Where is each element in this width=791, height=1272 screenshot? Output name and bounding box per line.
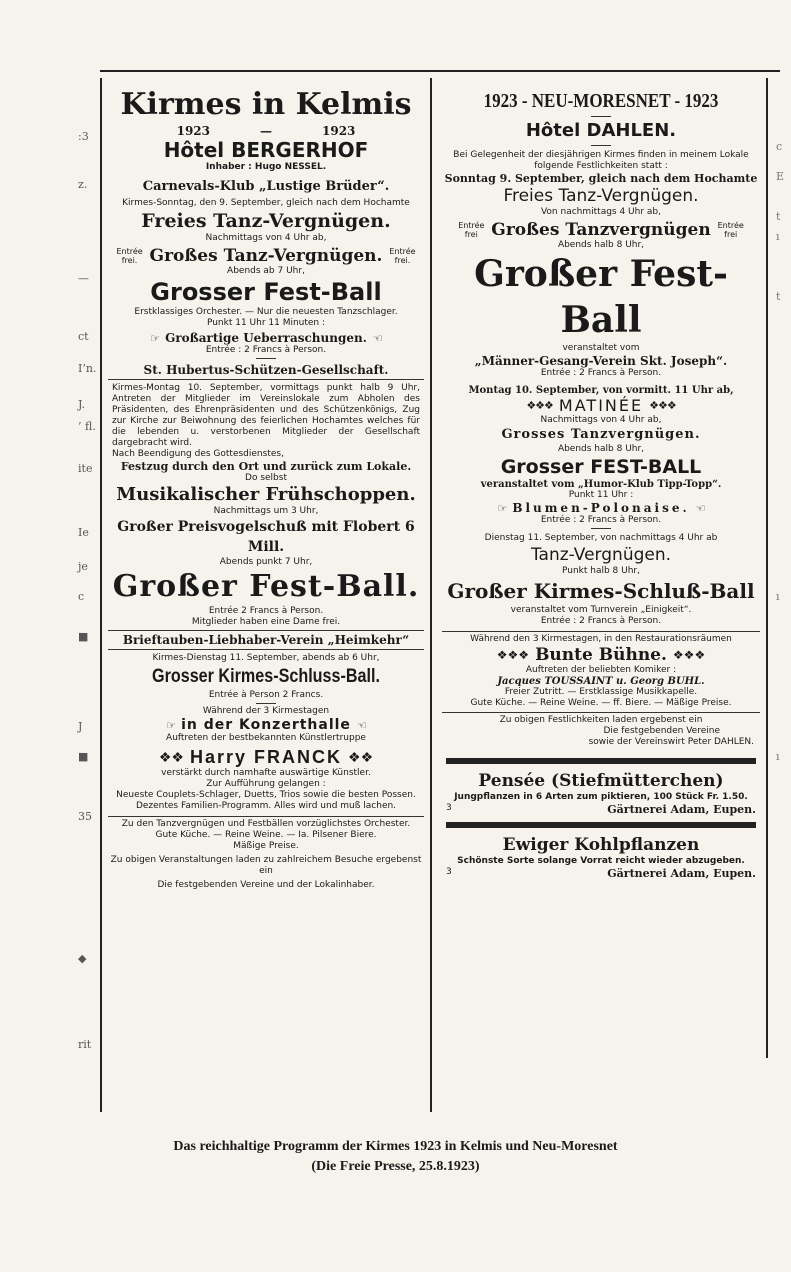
hand-ornament-right: ☜ — [372, 331, 382, 345]
hand-ornament-left: ☞ — [150, 331, 160, 345]
humor-club: veranstaltet vom „Humor-Klub Tipp-Topp“. — [480, 479, 722, 490]
entree-line: Entrée : 2 Francs à Person. — [540, 368, 662, 378]
hosts-line: Die festgebenden Vereine und der Lokalinhaber. — [157, 880, 375, 890]
divider — [442, 631, 760, 632]
margin-fragment: ı — [776, 750, 780, 763]
members-line: Mitglieder haben eine Dame frei. — [191, 617, 341, 627]
neu-moresnet-header: 1923 - NEU-MORESNET - 1923 — [483, 90, 719, 112]
entree-price: Entrée : 2 Francs à Person. — [205, 345, 327, 355]
entree3: Entrée : 2 Francs à Person. — [540, 616, 662, 626]
kohl-number: 3 — [446, 867, 452, 877]
monday-paragraph: Kirmes-Montag 10. September, vormittags punkt halb 9 Uhr, Antreten der Mitglieder im Vereinslokale zum Abholen des Präsidenten, des Ehrenpräsidenten und des Schützenkönigs, Zug zur Kirche zur Beiwohnung des feierlichen Hochamtes welches für die lebenden u. verstorbenen Mitglieder der Gesellschaft dargebracht wird. — [112, 383, 420, 448]
pensee-number: 3 — [446, 803, 452, 813]
divider — [591, 145, 611, 146]
kelmis-advertisement — [100, 78, 432, 1112]
margin-fragment: ’ fl. — [78, 420, 96, 433]
invite-line: Zu obigen Veranstaltungen laden zu zahlreichem Besuche ergebenst ein — [110, 855, 422, 876]
afternoon4: Nachmittags von 4 Uhr ab, — [540, 415, 662, 425]
margin-fragment: z. — [78, 178, 88, 191]
program-line-1: Neueste Couplets-Schlager, Duetts, Trios sowie die besten Possen. — [116, 790, 416, 800]
divider — [591, 116, 611, 117]
grosser-fest-ball-2: Grosser FEST-BALL — [500, 456, 702, 478]
margin-fragment: je — [78, 560, 88, 573]
polonaise: Blumen-Polonaise. — [512, 501, 690, 515]
invite-line: Zu obigen Festlichkeiten laden ergebenst ein — [499, 715, 703, 725]
decorative-border-left: ❖❖❖ — [496, 648, 530, 662]
margin-fragment: J. — [78, 398, 86, 411]
pensee-text: Jungpflanzen in 6 Arten zum piktieren, 100 Stück Fr. 1.50. — [454, 792, 748, 802]
intro-text: Bei Gelegenheit der diesjährigen Kirmes finden in meinem Lokale folgende Festlichkeiten statt : — [453, 150, 749, 171]
hosts-line-2: sowie der Vereinswirt Peter DAHLEN. — [588, 737, 754, 747]
divider — [108, 649, 424, 650]
afternoon-line: Nachmittags von 4 Uhr ab, — [205, 233, 327, 243]
schluss-ball: Grosser Kirmes-Schluss-Ball. — [152, 666, 380, 687]
decorative-border-left: ❖❖ — [158, 749, 184, 766]
entree-free-right: Entrée frei. — [389, 247, 416, 265]
appearance-line: Auftreten der bestbekannten Künstlertruppe — [166, 733, 366, 743]
grosser-fest-ball-2: Großer Fest-Ball. — [112, 569, 420, 604]
margin-fragment: rit — [78, 1038, 92, 1051]
decorative-border-right: ❖❖ — [348, 749, 374, 766]
monday-line: Montag 10. September, von vormitt. 11 Uhr ab, — [468, 385, 734, 396]
evening-line: Abends halb 8 Uhr, — [557, 240, 645, 250]
divider — [256, 703, 276, 704]
margin-fragment: ■ — [78, 750, 89, 763]
evening-line: Abends ab 7 Uhr, — [227, 266, 305, 276]
turnverein-line: veranstaltet vom Turnverein „Einigkeit“. — [510, 605, 692, 615]
hand-ornament-left: ☞ — [166, 718, 176, 732]
kelmis-title: Kirmes in Kelmis — [120, 87, 412, 122]
margin-fragment: ite — [78, 462, 93, 475]
divider — [442, 712, 760, 713]
orchestra-line-2: Zu den Tanzvergnügen und Festbällen vorzüglichstes Orchester. — [121, 819, 411, 829]
hosts-line-1: Die festgebenden Vereine — [603, 726, 720, 736]
orchestra-line: Erstklassiges Orchester. — Nur die neuesten Tanzschlager. — [134, 307, 398, 317]
then-line: Do selbst — [245, 473, 287, 483]
tuesday-line: Kirmes-Dienstag 11. September, abends ab 6 Uhr, — [152, 653, 380, 663]
shooting: Großer Preisvogelschuß mit Flobert 6 Mill. — [117, 519, 415, 555]
tanz-vergnuegen: Tanz-Vergnügen. — [530, 545, 672, 565]
margin-fragment: E — [776, 170, 785, 183]
harry-franck: Harry FRANCK — [189, 747, 343, 767]
margin-fragment: — — [78, 272, 89, 285]
hand-ornament-right: ☜ — [356, 718, 366, 732]
performance-line: Zur Aufführung gelangen : — [206, 779, 326, 789]
kohl-title: Ewiger Kohlpflanzen — [502, 835, 700, 855]
schluss-ball: Großer Kirmes-Schluß-Ball — [447, 579, 755, 603]
separator-bar — [446, 758, 756, 764]
kohl-firm: Gärtnerei Adam, Eupen. — [607, 867, 756, 880]
pigeon-club: Brieftauben-Liebhaber-Verein „Heimkehr“ — [122, 633, 410, 647]
entree2: Entrée : 2 Francs à Person. — [540, 515, 662, 525]
margin-fragment: ı — [776, 230, 780, 243]
parade-line: Festzug durch den Ort und zurück zum Lokale. — [120, 460, 412, 473]
concert-hall: in der Konzerthalle — [181, 717, 351, 733]
free-dance: Freies Tanz-Vergnügen. — [503, 186, 699, 206]
entree2: Entrée 2 Francs à Person. — [208, 606, 324, 616]
comic-line: Auftreten der beliebten Komiker : — [525, 665, 677, 675]
divider — [108, 816, 424, 817]
caption-line-2: (Die Freie Presse, 25.8.1923) — [311, 1159, 480, 1174]
margin-fragment: t — [776, 290, 781, 303]
ornament-right: ❖❖❖ — [649, 399, 676, 412]
margin-fragment: c — [78, 590, 85, 603]
eleven-line: Punkt 11 Uhr : — [568, 490, 634, 500]
caption-line-1: Das reichhaltige Programm der Kirmes 1923 in Kelmis und Neu-Moresnet — [173, 1139, 618, 1154]
half8-line: Punkt halb 8 Uhr, — [561, 566, 640, 576]
afternoon-line: Von nachmittags 4 Uhr ab, — [540, 207, 662, 217]
sunday-line: Kirmes-Sonntag, den 9. September, gleich nach dem Hochamte — [122, 198, 410, 208]
program-line-2: Dezentes Familien-Programm. Alles wird und muß lachen. — [135, 801, 397, 811]
margin-fragment: :3 — [78, 130, 89, 143]
divider — [256, 358, 276, 359]
entree-free-left: Entrée frei — [458, 221, 485, 239]
left-margin-fragments — [28, 90, 98, 1100]
margin-fragment: ct — [78, 330, 89, 343]
afternoon3: Nachmittags um 3 Uhr, — [213, 506, 319, 516]
margin-fragment: I’n. — [78, 362, 97, 375]
bunte-buehne: Bunte Bühne. — [535, 645, 667, 665]
carnival-club: Carnevals-Klub „Lustige Brüder“. — [142, 179, 390, 194]
tuesday-line: Dienstag 11. September, von nachmittags 4 Uhr ab — [484, 533, 718, 543]
surprises: Großartige Ueberraschungen. — [165, 331, 367, 345]
entree3: Entrée à Person 2 Francs. — [208, 690, 324, 700]
hubertus-society: St. Hubertus-Schützen-Gesellschaft. — [143, 363, 389, 377]
margin-fragment: Ie — [78, 526, 89, 539]
grosser-fest-ball: Großer Fest-Ball — [474, 253, 728, 341]
margin-fragment: J — [78, 720, 83, 733]
margin-fragment: ı — [776, 590, 780, 603]
entree-free-left: Entrée frei. — [116, 247, 143, 265]
ornament-left: ❖❖❖ — [526, 399, 553, 412]
margin-fragment: 35 — [78, 810, 92, 823]
grand-dance: Großes Tanzvergnügen — [491, 220, 711, 240]
pensee-title: Pensée (Stiefmütterchen) — [478, 771, 724, 791]
margin-fragment: ◆ — [78, 952, 87, 965]
grand-dance-2: Grosses Tanzvergnügen. — [501, 427, 701, 442]
fruehschoppen: Musikalischer Frühschoppen. — [116, 484, 416, 505]
divider — [108, 630, 424, 631]
decorative-border-right: ❖❖❖ — [672, 648, 706, 662]
divider — [108, 379, 424, 380]
kohl-text: Schönste Sorte solange Vorrat reicht wieder abzugeben. — [457, 856, 745, 866]
top-rule — [100, 70, 780, 72]
evening8: Abends halb 8 Uhr, — [557, 444, 645, 454]
pensee-firm: Gärtnerei Adam, Eupen. — [607, 803, 756, 816]
prices-line: Mäßige Preise. — [233, 841, 299, 851]
hotel-bergerhof: Hôtel BERGERHOF — [163, 138, 369, 162]
food-line: Gute Küche. — Reine Weine. — ff. Biere. — Mäßige Preise. — [470, 698, 732, 708]
during-line: Während den 3 Kirmestagen, in den Restaurationsräumen — [470, 634, 732, 644]
year-right: 1923 — [322, 124, 356, 138]
organized-line: veranstaltet vom — [562, 343, 640, 353]
divider — [591, 528, 611, 529]
during-line: Während der 3 Kirmestagen — [202, 706, 330, 716]
neu-moresnet-advertisement — [436, 78, 768, 1058]
choir-line: „Männer-Gesang-Verein Skt. Joseph“. — [474, 354, 728, 368]
separator-bar — [446, 822, 756, 828]
free-dance: Freies Tanz-Vergnügen. — [141, 210, 391, 232]
margin-fragment: t — [776, 210, 781, 223]
right-margin-fragments — [772, 90, 790, 1100]
grosser-fest-ball: Grosser Fest-Ball — [150, 278, 382, 306]
hand-ornament-left: ☞ — [497, 501, 507, 515]
year-left: 1923 — [176, 124, 210, 138]
grand-dance: Großes Tanz-Vergnügen. — [149, 246, 383, 266]
reinforced-line: verstärkt durch namhafte auswärtige Künstler. — [161, 768, 371, 778]
comedians: Jacques TOUSSAINT u. Georg BUHL. — [497, 676, 705, 687]
hand-ornament-right: ☜ — [695, 501, 705, 515]
midnight-line: Punkt 11 Uhr 11 Minuten : — [206, 318, 326, 328]
hotel-dahlen: Hôtel DAHLEN. — [525, 120, 677, 141]
margin-fragment: c — [776, 140, 783, 153]
entry-line: Freier Zutritt. — Erstklassige Musikkapelle. — [504, 687, 698, 697]
sunday-line: Sonntag 9. September, gleich nach dem Hochamte — [444, 172, 758, 185]
food-line: Gute Küche. — Reine Weine. — Ia. Pilsener Biere. — [155, 830, 377, 840]
matinee: MATINÉE — [558, 396, 644, 415]
owner: Inhaber : Hugo NESSEL. — [205, 162, 327, 172]
after-service: Nach Beendigung des Gottesdienstes, — [112, 449, 284, 459]
margin-fragment: ■ — [78, 630, 89, 643]
evening7: Abends punkt 7 Uhr, — [219, 557, 313, 567]
entree-free-right: Entrée frei — [717, 221, 744, 239]
year-dash: — — [260, 124, 272, 138]
